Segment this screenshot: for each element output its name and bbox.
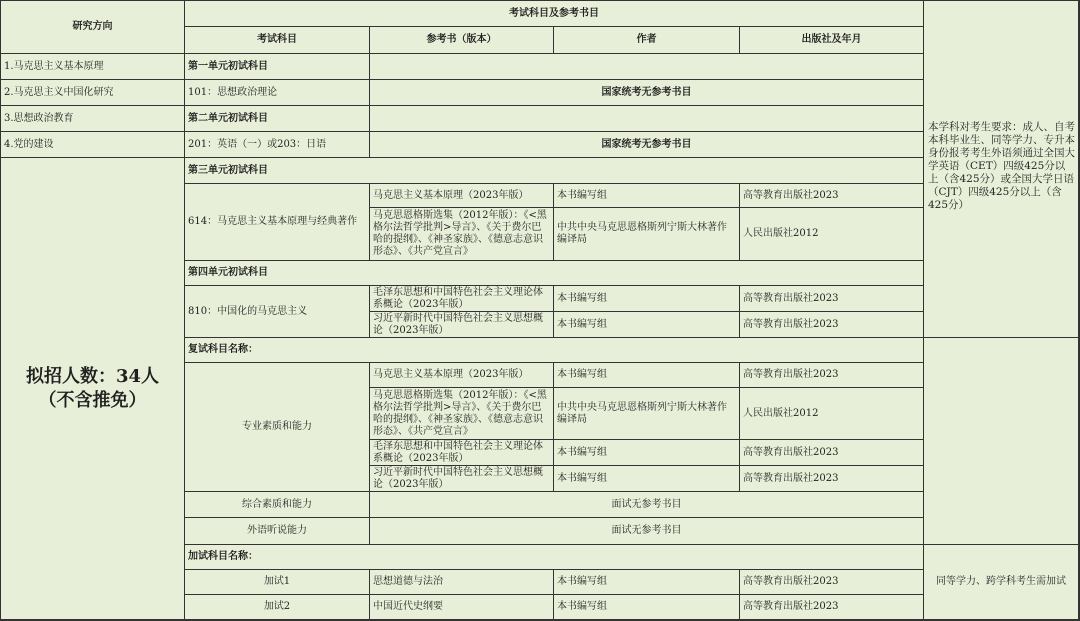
unit1-title: 第一单元初试科目: [185, 54, 370, 80]
unit3-author-1: 本书编写组: [554, 184, 740, 208]
retest-author-1: 本书编写组: [554, 363, 740, 388]
unit1-note: 国家统考无参考书目: [370, 80, 924, 106]
extra-book-2: 中国近代史纲要: [370, 595, 554, 620]
header-direction: 研究方向: [1, 1, 185, 54]
retest-publisher-4: 高等教育出版社2023: [740, 466, 924, 492]
retest-book-4: 习近平新时代中国特色社会主义思想概论（2023年版）: [370, 466, 554, 492]
extra-publisher-2: 高等教育出版社2023: [740, 595, 924, 620]
unit3-book-2: 马克思恩格斯选集（2012年版）：《<黑格尔法哲学批判>导言》、《关于费尔巴哈的提纲》、《神圣家族》、《德意志意识形态》、《共产党宣言》: [370, 208, 554, 261]
unit1-blank: [370, 54, 924, 80]
extra-author-2: 本书编写组: [554, 595, 740, 620]
extra-author-1: 本书编写组: [554, 570, 740, 595]
unit4-book-2: 习近平新时代中国特色社会主义思想概论（2023年版）: [370, 312, 554, 338]
recruit-count-line1: 拟招人数：34人: [25, 365, 160, 387]
unit3-title: 第三单元初试科目: [185, 158, 924, 184]
unit2-note: 国家统考无参考书目: [370, 132, 924, 158]
extra-title: 加试科目名称：: [185, 545, 924, 570]
retest-author-4: 本书编写组: [554, 466, 740, 492]
retest-listening-note: 面试无参考书目: [370, 518, 924, 545]
unit4-title: 第四单元初试科目: [185, 261, 924, 286]
recruit-count: [1, 158, 185, 620]
unit2-title: 第二单元初试科目: [185, 106, 370, 132]
retest-author-3: 本书编写组: [554, 440, 740, 466]
extra-publisher-1: 高等教育出版社2023: [740, 570, 924, 595]
unit3-subject: 614：马克思主义基本原理与经典著作: [185, 184, 370, 261]
retest-comprehensive: 综合素质和能力: [185, 492, 370, 518]
retest-comprehensive-note: 面试无参考书目: [370, 492, 924, 518]
retest-publisher-3: 高等教育出版社2023: [740, 440, 924, 466]
unit3-publisher-1: 高等教育出版社2023: [740, 184, 924, 208]
unit4-publisher-1: 高等教育出版社2023: [740, 286, 924, 312]
direction-4: 4.党的建设: [1, 132, 185, 158]
requirement-note: 本学科对考生要求：成人、自考本科毕业生、同等学力、专升本身份报考考生外语须通过全国大学英语（CET）四级425分以上（含425分）或全国大学日语（CJT）四级425分以上（含425分）: [928, 120, 1075, 211]
retest-title: 复试科目名称：: [185, 338, 924, 363]
extra-note: 同等学力、跨学科考生需加试: [924, 545, 1079, 620]
direction-3: 3.思想政治教育: [1, 106, 185, 132]
direction-1: 1.马克思主义基本原理: [1, 54, 185, 80]
header-author: 作者: [554, 27, 740, 54]
header-publisher: 出版社及年月: [740, 27, 924, 54]
retest-author-2: 中共中央马克思恩格斯列宁斯大林著作编译局: [554, 388, 740, 440]
retest-side-blank: [924, 338, 1079, 545]
unit2-blank: [370, 106, 924, 132]
unit4-publisher-2: 高等教育出版社2023: [740, 312, 924, 338]
unit4-author-2: 本书编写组: [554, 312, 740, 338]
unit3-book-1: 马克思主义基本原理（2023年版）: [370, 184, 554, 208]
recruit-count-line2: （不含推免）: [38, 389, 147, 411]
direction-2: 2.马克思主义中国化研究: [1, 80, 185, 106]
unit4-author-1: 本书编写组: [554, 286, 740, 312]
retest-book-3: 毛泽东思想和中国特色社会主义理论体系概论（2023年版）: [370, 440, 554, 466]
header-exam-group: 考试科目及参考书目: [185, 1, 924, 27]
unit2-subject: 201：英语（一）或203：日语: [185, 132, 370, 158]
extra-subject-1: 加试1: [185, 570, 370, 595]
unit1-subject: 101：思想政治理论: [185, 80, 370, 106]
retest-prof-subject: 专业素质和能力: [185, 363, 370, 492]
retest-book-2: 马克思恩格斯选集（2012年版）：《<黑格尔法哲学批判>导言》、《关于费尔巴哈的提纲》、《神圣家族》、《德意志意识形态》、《共产党宣言》: [370, 388, 554, 440]
unit3-author-2: 中共中央马克思恩格斯列宁斯大林著作编译局: [554, 208, 740, 261]
unit4-subject: 810：中国化的马克思主义: [185, 286, 370, 338]
retest-book-1: 马克思主义基本原理（2023年版）: [370, 363, 554, 388]
header-book: 参考书（版本）: [370, 27, 554, 54]
retest-publisher-1: 高等教育出版社2023: [740, 363, 924, 388]
extra-subject-2: 加试2: [185, 595, 370, 620]
unit4-book-1: 毛泽东思想和中国特色社会主义理论体系概论（2023年版）: [370, 286, 554, 312]
retest-listening: 外语听说能力: [185, 518, 370, 545]
retest-publisher-2: 人民出版社2012: [740, 388, 924, 440]
extra-book-1: 思想道德与法治: [370, 570, 554, 595]
header-subject: 考试科目: [185, 27, 370, 54]
unit3-publisher-2: 人民出版社2012: [740, 208, 924, 261]
